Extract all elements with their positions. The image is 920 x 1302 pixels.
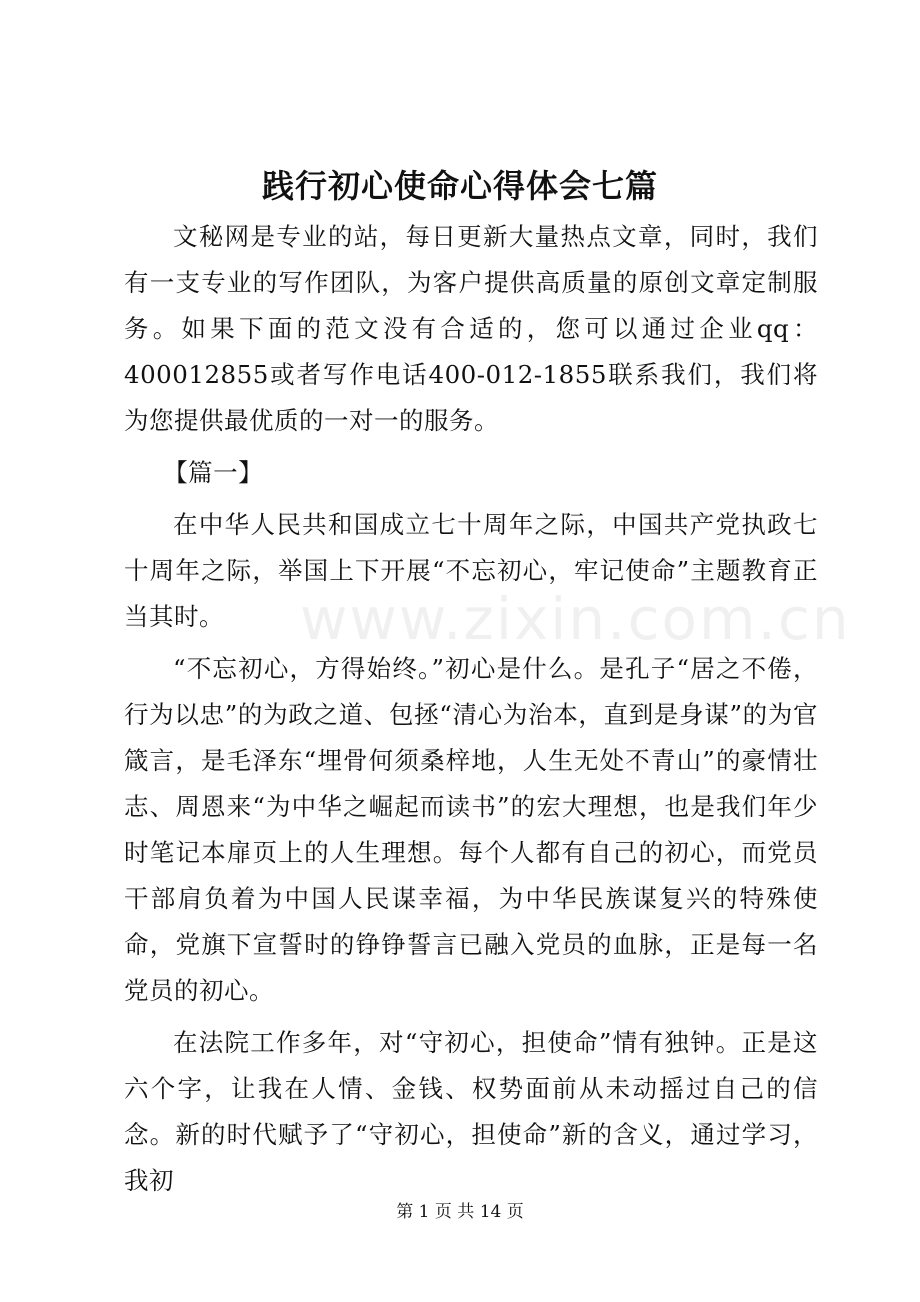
section-heading: 【篇一】 xyxy=(163,458,264,487)
body-paragraph: 在中华人民共和国成立七十周年之际，中国共产党执政七十周年之际，举国上下开展“不忘初心，牢记使命”主题教育正当其时。 xyxy=(124,510,818,631)
body-paragraph: 在法院工作多年，对“守初心，担使命”情有独钟。正是这六个字，让我在人情、金钱、权势面前从未动摇过自己的信念。新的时代赋予了“守初心，担使命”新的含义，通过学习，我初 xyxy=(124,1028,818,1195)
document-body xyxy=(124,214,818,1204)
document-title: 践行初心使命心得体会七篇 xyxy=(261,167,658,205)
body-paragraph: “不忘初心，方得始终。”初心是什么。是孔子“居之不倦，行为以忠”的为政之道、包拯“清心为治本，直到是身谋”的为官箴言，是毛泽东“埋骨何须桑梓地，人生无处不青山”的豪情壮志、周恩来“为中华之崛起而读书”的宏大理想，也是我们年少时笔记本扉页上的人生理想。每个人都有自己的初心，而党员干部肩负着为中国人民谋幸福，为中华民族谋复兴的特殊使命，党旗下宣誓时的铮铮誓言已融入党员的血脉，正是每一名党员的初心。 xyxy=(124,654,818,1005)
page-footer: 第 1 页 共 14 页 xyxy=(396,1202,524,1222)
intro-paragraph: 文秘网是专业的站，每日更新大量热点文章，同时，我们有一支专业的写作团队，为客户提供高质量的原创文章定制服务。如果下面的范文没有合适的，您可以通过企业qq：400012855或者写作电话400-012-1855联系我们，我们将为您提供最优质的一对一的服务。 xyxy=(124,222,818,435)
watermark: www.zixin.com.cn xyxy=(300,585,851,653)
